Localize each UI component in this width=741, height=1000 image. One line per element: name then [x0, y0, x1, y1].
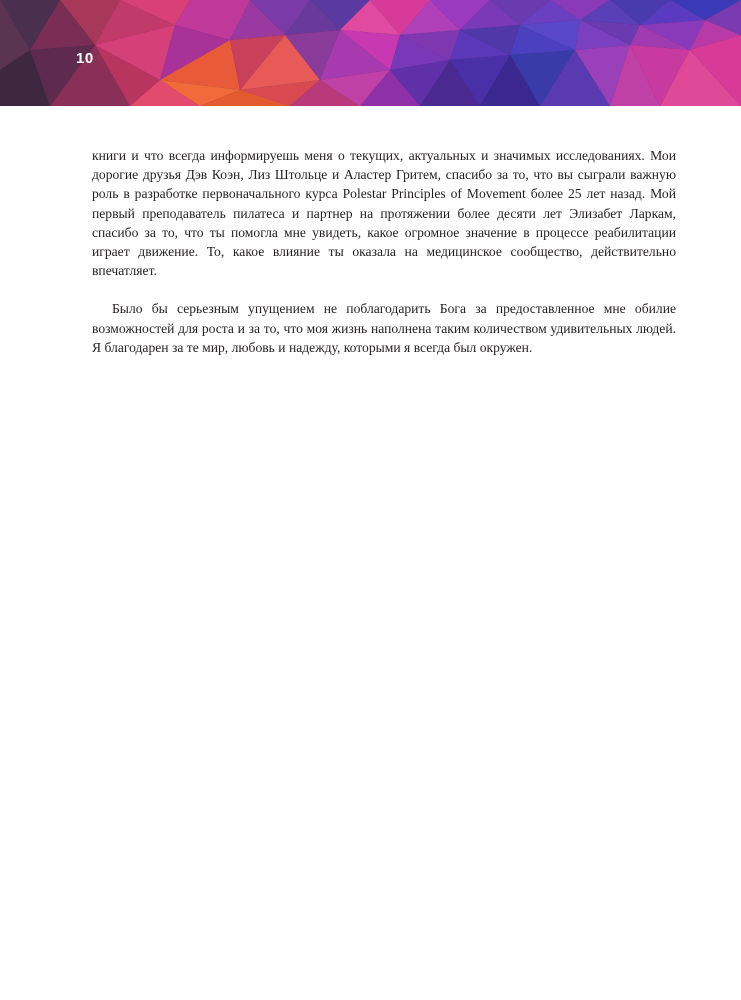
page-number: 10 — [76, 50, 94, 67]
polygon-pattern-image — [0, 0, 741, 106]
body-text — [92, 146, 676, 357]
header-banner — [0, 0, 741, 106]
paragraph-2: Было бы серьезным упущением не поблагодарить Бога за предоставленное мне обилие возможностей для роста и за то, что моя жизнь наполнена таким количеством удивительных людей. Я благодарен за те мир, любовь и надежду, которыми я всегда был окружен. — [92, 301, 676, 355]
paragraph-1: книги и что всегда информируешь меня о текущих, актуальных и значимых исследованиях. Мои дорогие друзья Дэв Коэн, Лиз Штольце и Аластер Гритем, спасибо за то, что вы сыграли важную роль в разработке первоначального курса Polestar Principles of Movement более 25 лет назад. Мой первый преподаватель пилатеса и партнер на протяжении более десяти лет Элизабет Ларкам, спасибо за то, что ты помогла мне увидеть, какое огромное значение в процессе реабилитации играет движение. То, какое влияние ты оказала на медицинское сообщество, действительно впечатляет. — [92, 148, 676, 279]
